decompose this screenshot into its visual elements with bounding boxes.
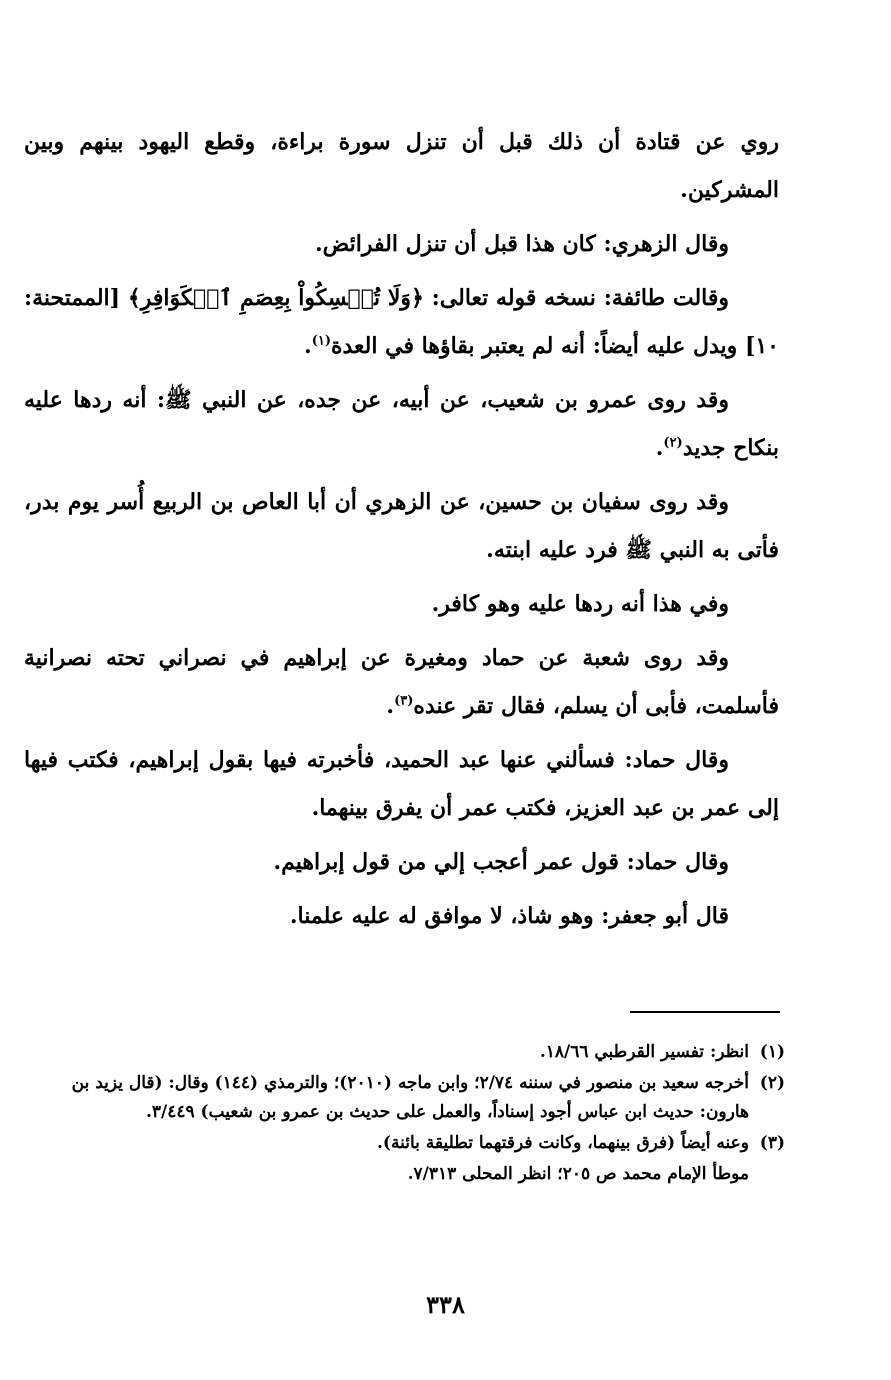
footnote-ref-1: (١) — [311, 333, 331, 349]
paragraph-5: وقد روى سفيان بن حسين، عن الزهري أن أبا العاص بن الربيع أُسر يوم بدر، فأتى به النبي ﷺ فرد عليه ابنته. — [24, 489, 779, 563]
footnote-1 — [30, 1038, 785, 1067]
paragraph-3: وقالت طائفة: نسخه قوله تعالى: ﴿وَلَا تُمۡسِكُواْ بِعِصَمِ ٱلۡكَوَافِرِ﴾ [الممتحنة: ١٠] ويدل عليه أيضاً: أنه لم يعتبر بقاؤها في العدة$^{(١)}$. — [24, 285, 779, 359]
footnote-ref-2: (٢) — [663, 435, 683, 451]
paragraph-9: وقال حماد: قول عمر أعجب إلي من قول إبراهيم. — [273, 849, 729, 875]
footnote-number: (٢) — [759, 1073, 785, 1093]
main-text — [24, 118, 779, 946]
page-number: ٣٣٨ — [426, 1290, 465, 1319]
footnote-3-continuation: موطأ الإمام محمد ص ٢٠٥؛ انظر المحلى ٧/٣١٣. — [407, 1164, 749, 1184]
footnote-number: (١) — [759, 1042, 785, 1062]
footnote-separator — [630, 1011, 780, 1013]
footnotes — [30, 1038, 785, 1189]
footnote-number: (٣) — [759, 1133, 785, 1153]
paragraph-6: وفي هذا أنه ردها عليه وهو كافر. — [431, 591, 729, 617]
paragraph-7: وقد روى شعبة عن حماد ومغيرة عن إبراهيم في نصراني تحته نصرانية فأسلمت، فأبى أن يسلم، فقال تقر عنده$^{(٣)}$. — [24, 645, 779, 719]
footnote-text: أخرجه سعيد بن منصور في سننه ٢/٧٤؛ وابن ماجه (٢٠١٠)؛ والترمذي (١٤٤) وقال: (قال يزيد بن هارون: حديث ابن عباس أجود إسناداً، والعمل على حديث بن عمرو بن شعيب) ٣/٤٤٩. — [71, 1073, 749, 1122]
footnote-text: وعنه أيضاً (فرق بينهما، وكانت فرقتهما تطليقة بائنة). — [377, 1133, 749, 1153]
paragraph-10: قال أبو جعفر: وهو شاذ، لا موافق له عليه علمنا. — [289, 903, 729, 929]
footnote-3 — [30, 1129, 785, 1158]
footnote-ref-3: (٣) — [394, 693, 414, 709]
paragraph-2: وقال الزهري: كان هذا قبل أن تنزل الفرائض. — [315, 231, 729, 257]
paragraph-4: وقد روى عمرو بن شعيب، عن أبيه، عن جده، عن النبي ﷺ: أنه ردها عليه بنكاح جديد$^{(٢)}$. — [24, 387, 779, 461]
footnote-2 — [30, 1069, 785, 1127]
footnote-text: انظر: تفسير القرطبي ١٨/٦٦. — [539, 1042, 749, 1062]
paragraph-8: وقال حماد: فسألني عنها عبد الحميد، فأخبرته فيها بقول إبراهيم، فكتب فيها إلى عمر بن عبد العزيز، فكتب عمر أن يفرق بينهما. — [24, 747, 779, 821]
paragraph-1: روي عن قتادة أن ذلك قبل أن تنزل سورة براءة، وقطع اليهود بينهم وبين المشركين. — [24, 129, 779, 203]
